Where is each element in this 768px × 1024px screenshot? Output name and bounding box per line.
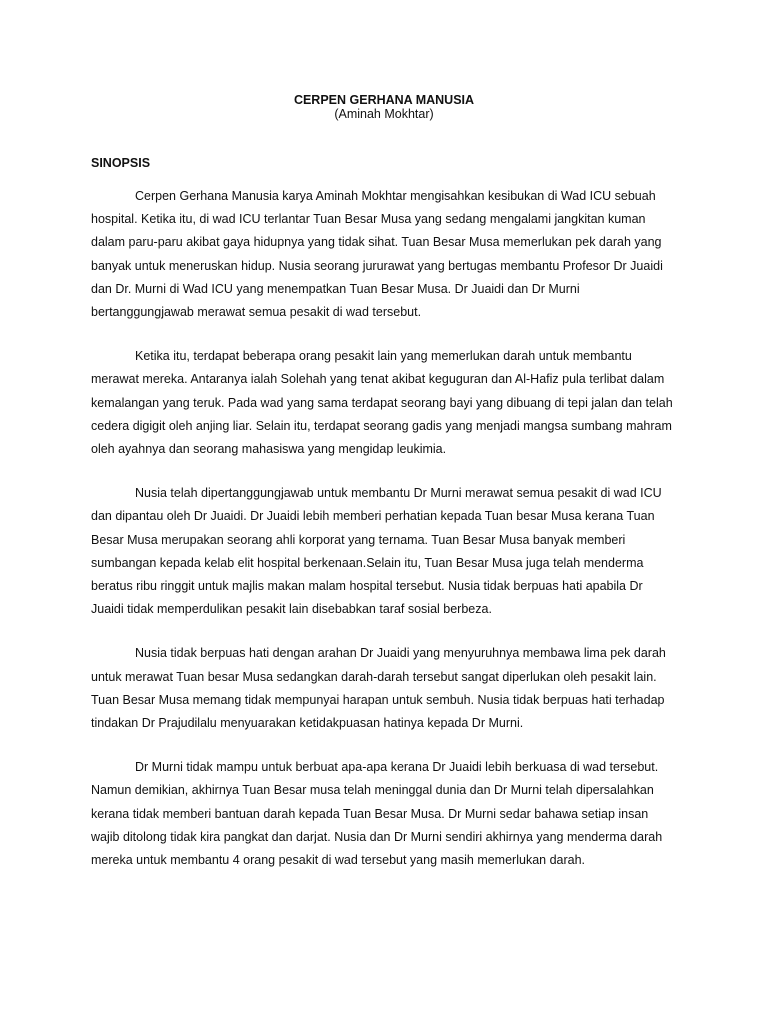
paragraph-3	[91, 482, 691, 621]
text-line: bertanggungjawab merawat semua pesakit di wad tersebut.	[91, 305, 422, 320]
text-line: Dr Murni tidak mampu untuk berbuat apa-apa kerana Dr Juaidi lebih berkuasa di wad tersebut.	[135, 760, 659, 775]
document-author: (Aminah Mokhtar)	[334, 107, 434, 121]
paragraph-2	[91, 345, 691, 461]
text-line: kerana tidak memberi bantuan darah kepada Tuan Besar Musa. Dr Murni sedar bahawa setiap insan	[91, 806, 649, 821]
text-line: kemalangan yang teruk. Pada wad yang sama terdapat seorang bayi yang dibuang di tepi jalan dan telah	[91, 395, 673, 410]
text-line: Tuan Besar Musa memang tidak mempunyai harapan untuk sembuh. Nusia tidak berpuas hati terhadap	[91, 692, 665, 707]
text-line: Nusia telah dipertanggungjawab untuk membantu Dr Murni merawat semua pesakit di wad ICU	[135, 486, 662, 501]
text-line: untuk merawat Tuan besar Musa sedangkan darah-darah tersebut sangat diperlukan oleh pesakit lain.	[91, 669, 657, 684]
text-line: dan dipantau oleh Dr Juaidi. Dr Juaidi lebih memberi perhatian kepada Tuan besar Musa kerana Tuan	[91, 509, 655, 524]
text-line: Cerpen Gerhana Manusia karya Aminah Mokhtar mengisahkan kesibukan di Wad ICU sebuah	[135, 189, 656, 203]
text-line: oleh ayahnya dan seorang mahasiswa yang mengidap leukimia.	[91, 442, 447, 457]
text-line: dan Dr. Murni di Wad ICU yang menempatkan Tuan Besar Musa. Dr Juaidi dan Dr Murni	[91, 281, 580, 296]
paragraph-5	[91, 756, 691, 872]
text-line: Besar Musa merupakan seorang ahli korporat yang ternama. Tuan Besar Musa banyak memberi	[91, 532, 626, 547]
paragraph-1	[91, 185, 691, 324]
text-line: sumbangan kepada kelab elit hospital berkenaan.Selain itu, Tuan Besar Musa juga telah menderma	[91, 555, 644, 570]
text-line: merawat mereka. Antaranya ialah Solehah yang tenat akibat keguguran dan Al-Hafiz pula terlibat dalam	[91, 372, 665, 387]
document-body	[91, 185, 691, 893]
text-line: Namun demikian, akhirnya Tuan Besar musa telah meninggal dunia dan Dr Murni telah dipersalahkan	[91, 783, 654, 798]
text-line: hospital. Ketika itu, di wad ICU terlantar Tuan Besar Musa yang sedang mengalami jangkitan kuman	[91, 212, 646, 227]
text-line: Juaidi tidak memperdulikan pesakit lain disebabkan taraf sosial berbeza.	[91, 602, 492, 617]
paragraph-4	[91, 642, 691, 735]
section-heading: SINOPSIS	[91, 156, 151, 170]
text-line: beratus ribu ringgit untuk majlis makan malam hospital tersebut. Nusia tidak berpuas hati apabila Dr	[91, 579, 643, 594]
text-line: tindakan Dr Prajudilalu menyuarakan ketidakpuasan hatinya kepada Dr Murni.	[91, 716, 524, 731]
text-line: banyak untuk meneruskan hidup. Nusia seorang jururawat yang bertugas membantu Profesor Dr Juaidi	[91, 258, 663, 273]
text-line: Nusia tidak berpuas hati dengan arahan Dr Juaidi yang menyuruhnya membawa lima pek darah	[135, 646, 666, 661]
text-line: wajib ditolong tidak kira pangkat dan darjat. Nusia dan Dr Murni sendiri akhirnya yang menderma darah	[91, 829, 663, 844]
text-line: Ketika itu, terdapat beberapa orang pesakit lain yang memerlukan darah untuk membantu	[135, 349, 632, 364]
document-title: CERPEN GERHANA MANUSIA	[293, 93, 475, 107]
text-line: mereka untuk membantu 4 orang pesakit di wad tersebut yang masih memerlukan darah.	[91, 853, 586, 868]
text-line: dalam paru-paru akibat gaya hidupnya yang tidak sihat. Tuan Besar Musa memerlukan pek darah yang	[91, 235, 662, 250]
text-line: cedera digigit oleh anjing liar. Selain itu, terdapat seorang gadis yang menjadi mangsa sumbang mahram	[91, 418, 672, 433]
